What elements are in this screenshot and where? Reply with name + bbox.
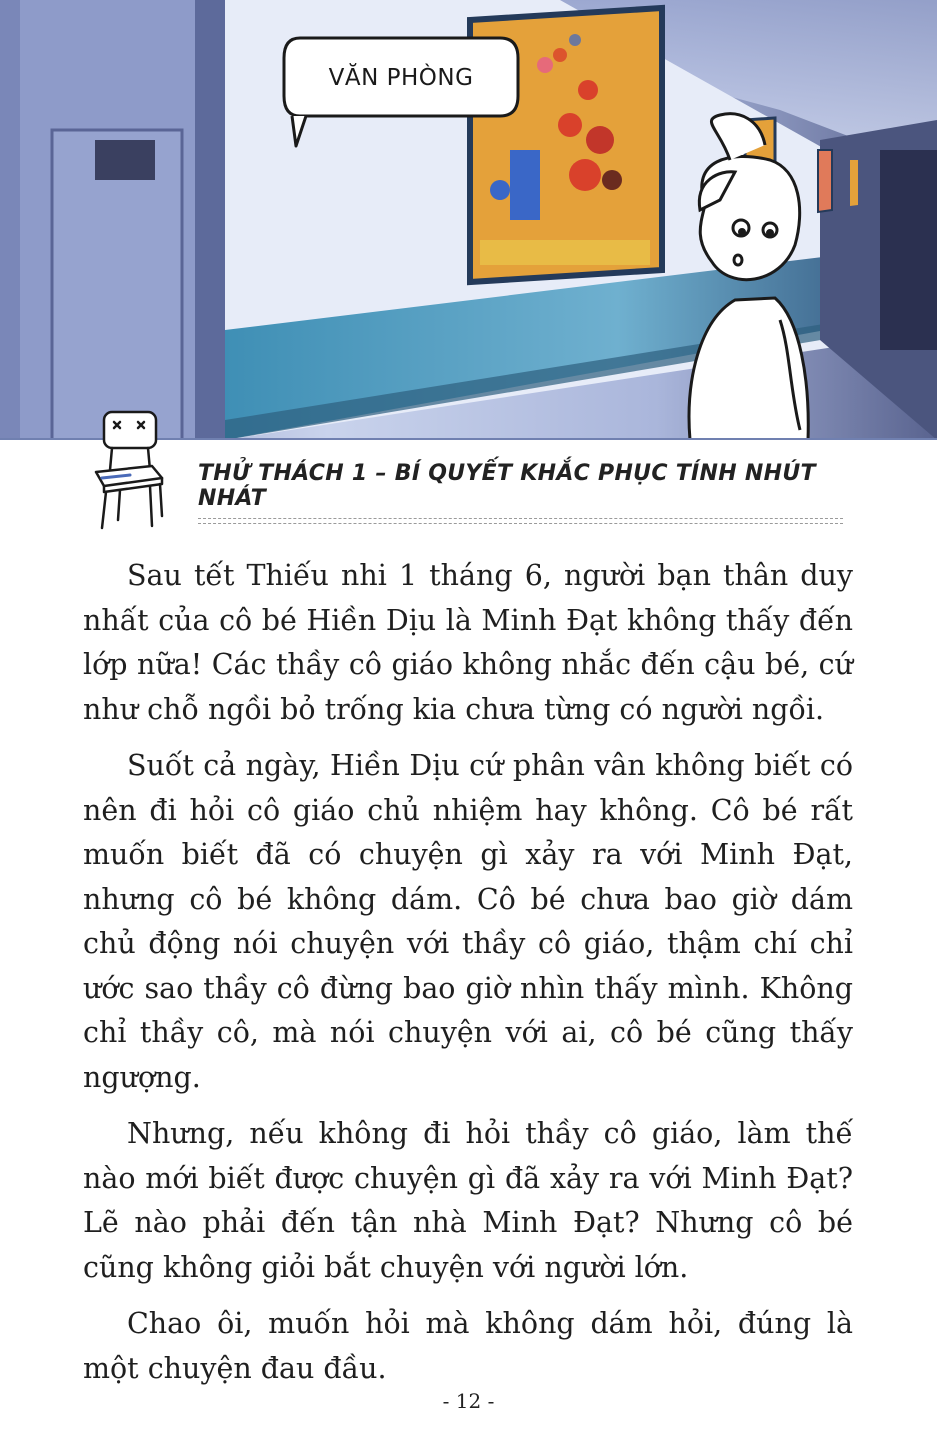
page-number: - 12 - [442,1389,495,1413]
chapter-title: THỬ THÁCH 1 – BÍ QUYẾT KHẮC PHỤC TÍNH NHÚT NHÁT [198,461,816,511]
paragraph: Suốt cả ngày, Hiền Dịu cứ phân vân không biết có nên đi hỏi cô giáo chủ nhiệm hay không. Cô bé rất muốn biết đã có chuyện gì xảy ra với Minh Đạt, nhưng cô bé không dám. Cô bé chưa bao giờ dám chủ động nói chuyện với thầy cô giáo, thậm chí chỉ ước sao thầy cô đừng bao giờ nhìn thấy mình. Không chỉ thầy cô, mà nói chuyện với ai, cô bé cũng thấy ngượng. [83,749,853,1094]
paragraph: Chao ôi, muốn hỏi mà không dám hỏi, đúng là một chuyện đau đầu. [83,1307,853,1385]
paragraph: Nhưng, nếu không đi hỏi thầy cô giáo, làm thế nào mới biết được chuyện gì đã xảy ra với Minh Đạt? Lẽ nào phải đến tận nhà Minh Đạt? Nhưng cô bé cũng không giỏi bắt chuyện với người lớn. [83,1117,853,1284]
chair-icon [90,408,170,533]
location-label: VĂN PHÒNG [328,65,474,91]
paragraph: Sau tết Thiếu nhi 1 tháng 6, người bạn thân duy nhất của cô bé Hiền Dịu là Minh Đạt không thấy đến lớp nữa! Các thầy cô giáo không nhắc đến cậu bé, cứ như chỗ ngồi bỏ trống kia chưa từng có người ngồi. [83,559,853,726]
story-body [83,554,853,1403]
title-divider [198,518,843,524]
